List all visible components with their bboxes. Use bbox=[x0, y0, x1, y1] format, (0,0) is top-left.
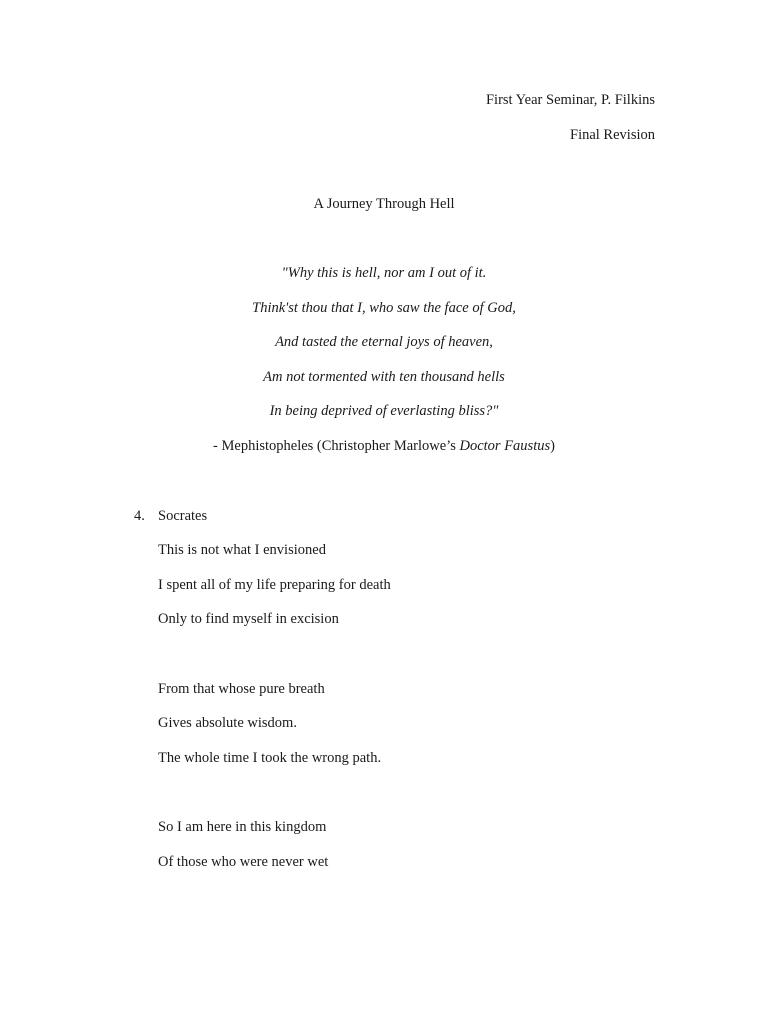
poem-line: So I am here in this kingdom bbox=[158, 819, 327, 835]
document-title: A Journey Through Hell bbox=[313, 196, 455, 212]
section-heading: Socrates bbox=[158, 508, 208, 524]
epigraph-line: "Why this is hell, nor am I out of it. bbox=[281, 265, 487, 281]
epigraph-line: Am not tormented with ten thousand hells bbox=[263, 369, 505, 385]
poem-line: Gives absolute wisdom. bbox=[158, 715, 297, 731]
section-number: 4. bbox=[134, 508, 145, 524]
attribution-prefix: - Mephistopheles (Christopher Marlowe’s bbox=[213, 438, 460, 454]
poem-line: The whole time I took the wrong path. bbox=[158, 750, 382, 766]
poem-line: From that whose pure breath bbox=[158, 681, 325, 697]
poem-line: Only to find myself in excision bbox=[158, 611, 339, 627]
poem-line: This is not what I envisioned bbox=[158, 542, 326, 558]
revision-line: Final Revision bbox=[570, 127, 655, 143]
epigraph-line: And tasted the eternal joys of heaven, bbox=[275, 334, 493, 350]
poem-line: Of those who were never wet bbox=[158, 854, 329, 870]
attribution-work-title: Doctor Faustus bbox=[459, 438, 551, 454]
epigraph-line: In being deprived of everlasting bliss?" bbox=[269, 403, 499, 419]
epigraph-line: Think'st thou that I, who saw the face of God, bbox=[252, 300, 516, 316]
attribution-suffix: ) bbox=[550, 438, 555, 454]
course-line: First Year Seminar, P. Filkins bbox=[485, 92, 655, 108]
epigraph-attribution bbox=[0, 437, 768, 455]
poem-line: I spent all of my life preparing for death bbox=[158, 577, 391, 593]
